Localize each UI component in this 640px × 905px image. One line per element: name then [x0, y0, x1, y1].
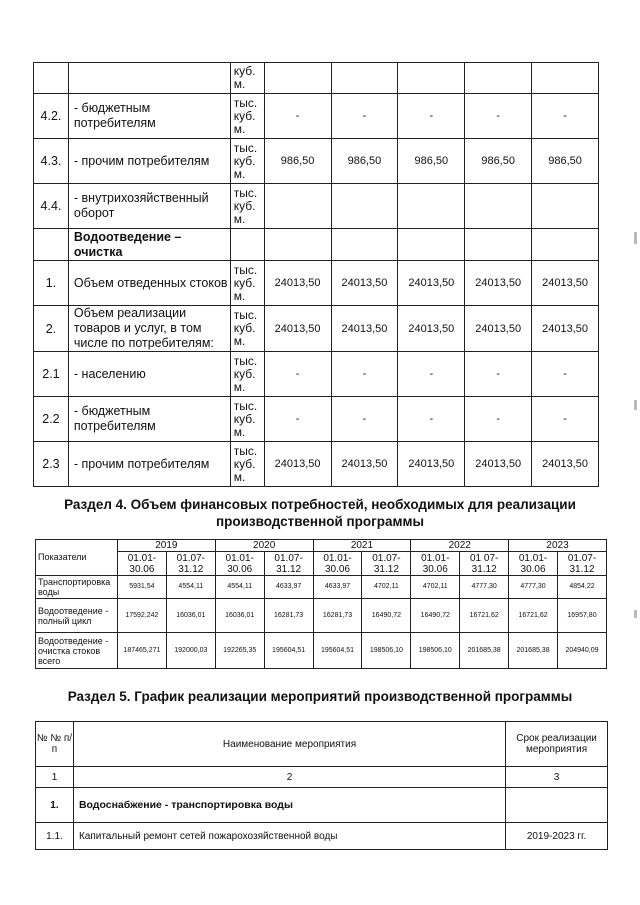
row-value: 24013,50 — [264, 261, 331, 306]
row-number: 1. — [34, 261, 69, 306]
column-number: 3 — [506, 767, 608, 788]
year-header: 2019 — [117, 540, 215, 552]
cell-value: 4777,30 — [460, 576, 509, 599]
blank-cell — [264, 229, 331, 261]
cell-value: 4777,30 — [509, 576, 558, 599]
number-header: № № п/п — [36, 722, 74, 767]
cell-value: 4633,97 — [313, 576, 362, 599]
row-value — [264, 184, 331, 229]
row-unit: тыс. куб. м. — [230, 352, 264, 397]
term-header: Срок реализации мероприятия — [506, 722, 608, 767]
row-unit: тыс. куб. м. — [230, 397, 264, 442]
row-value: 24013,50 — [532, 306, 599, 352]
blank-cell — [331, 229, 398, 261]
row-number: 4.4. — [34, 184, 69, 229]
table-row — [36, 576, 607, 599]
cell-value: 201685,38 — [460, 633, 509, 669]
row-value: 24013,50 — [532, 261, 599, 306]
row-unit: тыс. куб. м. — [230, 306, 264, 352]
row-value — [331, 184, 398, 229]
row-value: 986,50 — [264, 139, 331, 184]
table-row — [34, 306, 599, 352]
scan-mark — [634, 610, 637, 618]
section-header: Водоотведение – очистка — [68, 229, 230, 261]
row-value — [331, 63, 398, 94]
row-value: 24013,50 — [331, 442, 398, 487]
section-4-title-line1: Раздел 4. Объем финансовых потребностей, необходимых для реализации — [64, 497, 576, 512]
period-header: 01.01-30.06 — [509, 552, 558, 576]
row-value: - — [465, 352, 532, 397]
cell-value: 187465,271 — [117, 633, 166, 669]
row-unit: тыс. куб. м. — [230, 94, 264, 139]
row-number: 4.3. — [34, 139, 69, 184]
item-name: Капитальный ремонт сетей пожарохозяйственной воды — [73, 823, 505, 850]
period-header: 01.01-30.06 — [411, 552, 460, 576]
row-value: 986,50 — [465, 139, 532, 184]
table-row — [34, 442, 599, 487]
row-value — [398, 63, 465, 94]
indicator-label: Водоотведение - полный цикл — [36, 599, 118, 633]
blank-cell — [532, 229, 599, 261]
period-header: 01.07-31.12 — [166, 552, 215, 576]
row-unit: тыс. куб. м. — [230, 184, 264, 229]
cell-value: 192000,03 — [166, 633, 215, 669]
item-term: 2019-2023 гг. — [506, 823, 608, 850]
row-name: - прочим потребителям — [68, 139, 230, 184]
row-value — [264, 63, 331, 94]
cell-value: 16721,62 — [509, 599, 558, 633]
period-header: 01.07-31.12 — [362, 552, 411, 576]
row-value: - — [331, 397, 398, 442]
row-number: 2.3 — [34, 442, 69, 487]
row-name: Объем отведенных стоков — [68, 261, 230, 306]
indicator-label: Транспортировка воды — [36, 576, 118, 599]
blank-cell — [465, 229, 532, 261]
row-value: 24013,50 — [264, 442, 331, 487]
cell-value: 4854,22 — [558, 576, 607, 599]
section-4-title — [0, 496, 640, 530]
cell-value: 16957,80 — [558, 599, 607, 633]
row-number: 2.2 — [34, 397, 69, 442]
row-name: - населению — [68, 352, 230, 397]
period-header: 01.07-31.12 — [558, 552, 607, 576]
row-value: 24013,50 — [398, 261, 465, 306]
year-header: 2023 — [509, 540, 607, 552]
cell-value: 195604,51 — [313, 633, 362, 669]
blank-cell — [34, 229, 69, 261]
cell-value: 195604,51 — [264, 633, 313, 669]
row-name: Объем реализации товаров и услуг, в том числе по потребителям: — [68, 306, 230, 352]
row-value: 24013,50 — [398, 306, 465, 352]
table-row — [36, 633, 607, 669]
cell-value: 204940,09 — [558, 633, 607, 669]
cell-value: 201685,38 — [509, 633, 558, 669]
row-name: - прочим потребителям — [68, 442, 230, 487]
row-name: - внутрихозяйственный оборот — [68, 184, 230, 229]
table-row — [34, 352, 599, 397]
row-value: 24013,50 — [331, 306, 398, 352]
row-unit: тыс. куб. м. — [230, 442, 264, 487]
row-value: 24013,50 — [331, 261, 398, 306]
blank-cell — [398, 229, 465, 261]
section-header-row — [34, 229, 599, 261]
year-header: 2022 — [411, 540, 509, 552]
cell-value: 4554,11 — [215, 576, 264, 599]
row-number — [34, 63, 69, 94]
cell-value: 17592,242 — [117, 599, 166, 633]
cell-value: 4554,11 — [166, 576, 215, 599]
row-value: 24013,50 — [532, 442, 599, 487]
period-header: 01.07-31.12 — [264, 552, 313, 576]
row-value: 986,50 — [398, 139, 465, 184]
row-value: - — [398, 352, 465, 397]
table-row — [34, 139, 599, 184]
row-value: - — [532, 352, 599, 397]
row-value: 986,50 — [331, 139, 398, 184]
row-value: - — [264, 397, 331, 442]
row-value: 24013,50 — [264, 306, 331, 352]
cell-value: 16281,73 — [313, 599, 362, 633]
group-row — [36, 788, 608, 823]
row-name — [68, 63, 230, 94]
period-header: 01.01-30.06 — [117, 552, 166, 576]
name-header: Наименование мероприятия — [73, 722, 505, 767]
cell-value: 4633,97 — [264, 576, 313, 599]
table-row — [36, 823, 608, 850]
cell-value: 16281,73 — [264, 599, 313, 633]
row-value: 24013,50 — [398, 442, 465, 487]
row-value: - — [264, 352, 331, 397]
cell-value: 198506,10 — [362, 633, 411, 669]
row-value — [532, 184, 599, 229]
blank-cell — [506, 788, 608, 823]
row-value: - — [331, 352, 398, 397]
cell-value: 16036,01 — [215, 599, 264, 633]
row-value — [398, 184, 465, 229]
row-value: - — [331, 94, 398, 139]
year-header: 2020 — [215, 540, 313, 552]
row-value — [465, 184, 532, 229]
indicator-header: Показатели — [36, 540, 118, 576]
row-value: - — [465, 397, 532, 442]
cell-value: 16036,01 — [166, 599, 215, 633]
row-value: 24013,50 — [465, 261, 532, 306]
section-5-title: Раздел 5. График реализации мероприятий производственной программы — [67, 689, 573, 704]
row-value: 24013,50 — [465, 306, 532, 352]
schedule-table — [35, 721, 608, 850]
row-value — [465, 63, 532, 94]
row-number: 4.2. — [34, 94, 69, 139]
row-value: 986,50 — [532, 139, 599, 184]
row-value: 24013,50 — [465, 442, 532, 487]
table-row — [36, 599, 607, 633]
cell-value: 16490,72 — [411, 599, 460, 633]
period-header: 01 07-31.12 — [460, 552, 509, 576]
cell-value: 198506,10 — [411, 633, 460, 669]
table-row — [34, 184, 599, 229]
blank-cell — [230, 229, 264, 261]
year-header: 2021 — [313, 540, 411, 552]
item-number: 1.1. — [36, 823, 74, 850]
row-unit: куб. м. — [230, 63, 264, 94]
row-name: - бюджетным потребителям — [68, 397, 230, 442]
row-name: - бюджетным потребителям — [68, 94, 230, 139]
row-value: - — [465, 94, 532, 139]
column-number: 2 — [73, 767, 505, 788]
cell-value: 16490,72 — [362, 599, 411, 633]
row-value: - — [264, 94, 331, 139]
row-unit: тыс. куб. м. — [230, 261, 264, 306]
scan-mark — [634, 232, 637, 244]
cell-value: 4702,11 — [362, 576, 411, 599]
column-number: 1 — [36, 767, 74, 788]
row-value — [532, 63, 599, 94]
row-unit: тыс. куб. м. — [230, 139, 264, 184]
row-value: - — [532, 94, 599, 139]
table-row — [34, 261, 599, 306]
financial-needs-table — [35, 539, 607, 669]
row-number: 2. — [34, 306, 69, 352]
group-number: 1. — [36, 788, 74, 823]
period-header: 01.01-30.06 — [313, 552, 362, 576]
production-volume-table — [33, 62, 599, 487]
row-value: - — [398, 94, 465, 139]
cell-value: 192265,35 — [215, 633, 264, 669]
table-row — [34, 94, 599, 139]
table-row — [34, 397, 599, 442]
cell-value: 16721,62 — [460, 599, 509, 633]
row-value: - — [532, 397, 599, 442]
indicator-label: Водоотведение - очистка стоков всего — [36, 633, 118, 669]
cell-value: 4702,11 — [411, 576, 460, 599]
cell-value: 5931,54 — [117, 576, 166, 599]
section-4-title-line2: производственной программы — [215, 514, 425, 529]
table-row — [34, 63, 599, 94]
period-header: 01.01-30.06 — [215, 552, 264, 576]
group-name: Водоснабжение - транспортировка воды — [73, 788, 505, 823]
scan-mark — [634, 400, 637, 410]
row-number: 2.1 — [34, 352, 69, 397]
row-value: - — [398, 397, 465, 442]
